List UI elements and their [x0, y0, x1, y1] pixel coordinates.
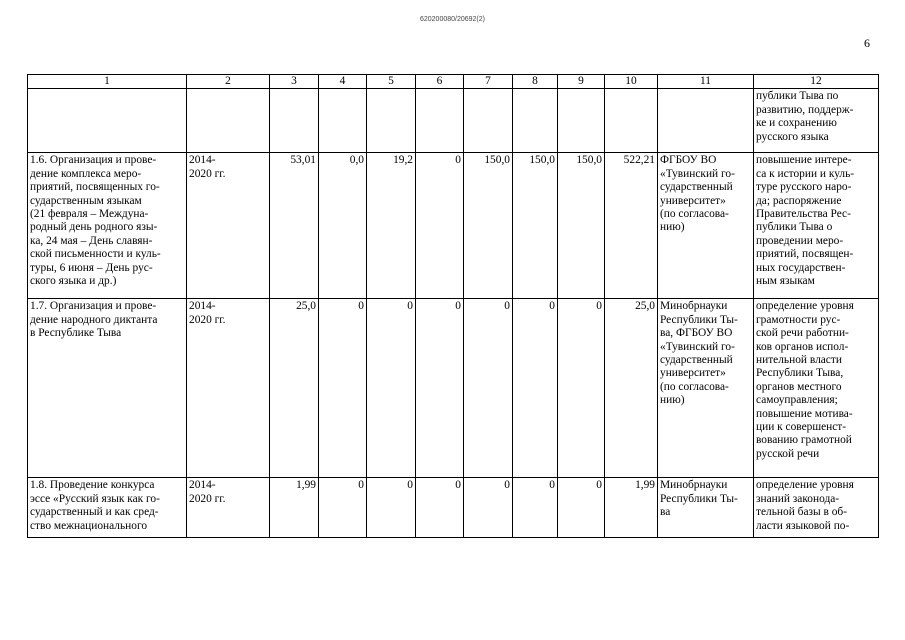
cell-line: дение народного диктанта — [30, 313, 158, 326]
column-header: 10 — [605, 75, 658, 89]
cell-line: ке и сохранению — [756, 117, 837, 130]
period-cell — [187, 299, 270, 478]
year-2020-cell — [605, 89, 658, 153]
result-cell — [754, 478, 879, 538]
table-row — [28, 478, 879, 538]
cell-line: приятий, посвящен- — [756, 248, 854, 261]
cell-line: эссе «Русский язык как го- — [30, 492, 160, 505]
cell-line: ской письменности и куль- — [30, 248, 161, 261]
column-header: 3 — [270, 75, 319, 89]
responsible-cell — [658, 478, 754, 538]
document-id: 620200080/20692(2) — [419, 16, 485, 23]
total-cell: 25,0 — [270, 299, 319, 478]
activity-name-cell — [28, 478, 187, 538]
column-header: 11 — [658, 75, 754, 89]
cell-line: са к истории и куль- — [756, 167, 855, 180]
cell-line: в Республике Тыва — [30, 327, 122, 340]
column-header: 12 — [754, 75, 879, 89]
column-header: 4 — [319, 75, 367, 89]
cell-line: ным языкам — [756, 275, 815, 288]
cell-line: туре русского наро- — [756, 181, 852, 194]
cell-line: 2014- — [189, 154, 216, 167]
cell-line: университет» — [660, 194, 726, 207]
column-header: 9 — [558, 75, 605, 89]
cell-line: (21 февраля – Междуна- — [30, 208, 149, 221]
year-2018-cell — [513, 89, 558, 153]
cell-line: нию) — [660, 221, 685, 234]
cell-line: повышение мотива- — [756, 407, 853, 420]
column-header: 6 — [416, 75, 464, 89]
cell-line: (по согласова- — [660, 380, 729, 393]
year-2019-cell: 150,0 — [558, 153, 605, 299]
year-2016-cell: 0 — [416, 478, 464, 538]
cell-line: развитию, поддерж- — [756, 103, 854, 116]
activity-name-cell — [28, 89, 187, 153]
column-header: 8 — [513, 75, 558, 89]
year-2019-cell: 0 — [558, 299, 605, 478]
year-2015-cell: 0 — [367, 478, 416, 538]
cell-line: 1.8. Проведение конкурса — [30, 479, 155, 492]
year-2019-cell — [558, 89, 605, 153]
table-row — [28, 89, 879, 153]
cell-line: определение уровня — [756, 300, 854, 313]
result-cell — [754, 153, 879, 299]
year-2017-cell: 150,0 — [464, 153, 513, 299]
cell-line: грамотности рус- — [756, 313, 841, 326]
cell-line: самоуправления; — [756, 394, 838, 407]
cell-line: сударственным языкам — [30, 194, 142, 207]
period-cell — [187, 153, 270, 299]
period-cell — [187, 478, 270, 538]
cell-line: 2014- — [189, 300, 216, 313]
year-2020-cell: 25,0 — [605, 299, 658, 478]
cell-line: университет» — [660, 367, 726, 380]
year-2015-cell — [367, 89, 416, 153]
cell-line: Республики Ты- — [660, 492, 738, 505]
cell-line: ФГБОУ ВО — [660, 154, 717, 167]
year-2019-cell: 0 — [558, 478, 605, 538]
table-row — [28, 153, 879, 299]
cell-line: сударственный и как сред- — [30, 506, 159, 519]
cell-line: сударственный — [660, 354, 733, 367]
year-2017-cell: 0 — [464, 299, 513, 478]
cell-line: «Тувинский го- — [660, 340, 735, 353]
year-2016-cell: 0 — [416, 153, 464, 299]
year-2018-cell: 150,0 — [513, 153, 558, 299]
year-2017-cell: 0 — [464, 478, 513, 538]
cell-line: повышение интере- — [756, 154, 852, 167]
responsible-cell — [658, 89, 754, 153]
cell-line: определение уровня — [756, 479, 854, 492]
column-header: 2 — [187, 75, 270, 89]
cell-line: русской речи — [756, 447, 820, 460]
cell-line: Правительства Рес- — [756, 208, 851, 221]
cell-line: ции к совершенст- — [756, 421, 847, 434]
cell-line: ской речи работни- — [756, 327, 849, 340]
cell-line: 2020 гг. — [189, 492, 226, 505]
cell-line: нительной власти — [756, 354, 842, 367]
total-cell — [270, 89, 319, 153]
cell-line: (по согласова- — [660, 208, 729, 221]
year-2014-cell: 0 — [319, 299, 367, 478]
cell-line: ных государствен- — [756, 261, 846, 274]
cell-line: сударственный — [660, 181, 733, 194]
cell-line: 2014- — [189, 479, 216, 492]
cell-line: органов местного — [756, 380, 842, 393]
cell-line: туры, 6 июня – День рус- — [30, 261, 153, 274]
responsible-cell — [658, 153, 754, 299]
cell-line: приятий, посвященных го- — [30, 181, 160, 194]
responsible-cell — [658, 299, 754, 478]
cell-line: ва, ФГБОУ ВО — [660, 327, 733, 340]
result-cell — [754, 89, 879, 153]
year-2015-cell: 19,2 — [367, 153, 416, 299]
cell-line: публики Тыва о — [756, 221, 833, 234]
program-table — [27, 74, 879, 538]
column-header: 5 — [367, 75, 416, 89]
year-2016-cell: 0 — [416, 299, 464, 478]
activity-name-cell — [28, 299, 187, 478]
year-2014-cell: 0,0 — [319, 153, 367, 299]
cell-line: да; распоряжение — [756, 194, 842, 207]
cell-line: нию) — [660, 394, 685, 407]
cell-line: ласти языковой по- — [756, 519, 850, 532]
cell-line: знаний законода- — [756, 492, 840, 505]
cell-line: ка, 24 мая – День славян- — [30, 234, 153, 247]
cell-line: родный день родного язы- — [30, 221, 158, 234]
year-2020-cell: 522,21 — [605, 153, 658, 299]
cell-line: публики Тыва по — [756, 90, 839, 103]
page-number: 6 — [864, 36, 870, 50]
cell-line: тельной базы в об- — [756, 506, 848, 519]
result-cell — [754, 299, 879, 478]
cell-line: ва — [660, 506, 671, 519]
cell-line: «Тувинский го- — [660, 167, 735, 180]
column-header: 1 — [28, 75, 187, 89]
cell-line: Минобрнауки — [660, 300, 728, 313]
cell-line: русского языка — [756, 130, 829, 143]
year-2017-cell — [464, 89, 513, 153]
table-row — [28, 299, 879, 478]
period-cell — [187, 89, 270, 153]
cell-line: 2020 гг. — [189, 313, 226, 326]
cell-line: 1.7. Организация и прове- — [30, 300, 157, 313]
cell-line: вованию грамотной — [756, 434, 852, 447]
cell-line: Республики Тыва, — [756, 367, 844, 380]
year-2014-cell — [319, 89, 367, 153]
cell-line: Республики Ты- — [660, 313, 738, 326]
cell-line: Минобрнауки — [660, 479, 728, 492]
year-2020-cell: 1,99 — [605, 478, 658, 538]
year-2014-cell: 0 — [319, 478, 367, 538]
year-2016-cell — [416, 89, 464, 153]
cell-line: дение комплекса меро- — [30, 167, 142, 180]
cell-line: ков органов испол- — [756, 340, 849, 353]
cell-line: ство межнационального — [30, 519, 148, 532]
cell-line: проведении меро- — [756, 234, 844, 247]
year-2018-cell: 0 — [513, 299, 558, 478]
cell-line: 2020 гг. — [189, 167, 226, 180]
column-header: 7 — [464, 75, 513, 89]
header-row — [28, 75, 879, 89]
activity-name-cell — [28, 153, 187, 299]
year-2018-cell: 0 — [513, 478, 558, 538]
year-2015-cell: 0 — [367, 299, 416, 478]
cell-line: 1.6. Организация и прове- — [30, 154, 157, 167]
total-cell: 53,01 — [270, 153, 319, 299]
cell-line: ского языка и др.) — [30, 275, 117, 288]
total-cell: 1,99 — [270, 478, 319, 538]
